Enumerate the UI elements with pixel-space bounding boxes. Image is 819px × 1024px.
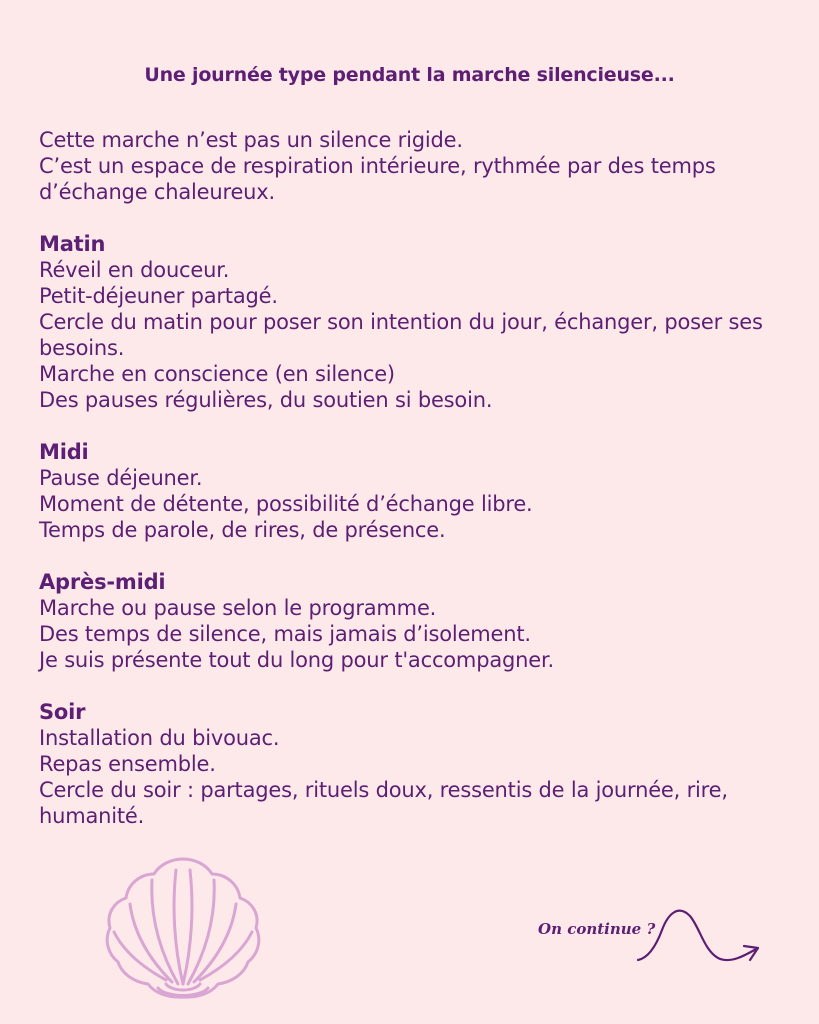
section-matin (39, 231, 799, 413)
section-line: Temps de parole, de rires, de présence. (39, 518, 446, 542)
section-line: Des pauses régulières, du soutien si besoin. (39, 388, 493, 412)
section-heading: Matin (39, 232, 106, 256)
section-line: Repas ensemble. (39, 752, 216, 776)
section-line: Pause déjeuner. (39, 466, 203, 490)
section-line: Des temps de silence, mais jamais d’isolement. (39, 622, 531, 646)
section-soir (39, 699, 799, 829)
content (39, 127, 799, 855)
intro-line: C’est un espace de respiration intérieure, rythmée par des temps d’échange chaleureux. (39, 154, 716, 204)
wavy-arrow-icon (634, 904, 764, 966)
section-heading: Après-midi (39, 570, 166, 594)
section-line: Cercle du matin pour poser son intention du jour, échanger, poser ses besoins. (39, 310, 763, 360)
intro-paragraph (39, 127, 799, 205)
section-line: Réveil en douceur. (39, 258, 230, 282)
section-apres-midi (39, 569, 799, 673)
section-line: Cercle du soir : partages, rituels doux, ressentis de la journée, rire, humanité. (39, 778, 728, 828)
continue-label: On continue ? (538, 920, 656, 938)
page-title: Une journée type pendant la marche silencieuse... (144, 64, 675, 86)
section-line: Je suis présente tout du long pour t'accompagner. (39, 648, 554, 672)
section-line: Installation du bivouac. (39, 726, 280, 750)
scallop-shell-icon (100, 856, 266, 1002)
section-heading: Soir (39, 700, 86, 724)
intro-line: Cette marche n’est pas un silence rigide. (39, 128, 463, 152)
section-line: Petit-déjeuner partagé. (39, 284, 278, 308)
section-midi (39, 439, 799, 543)
section-line: Marche ou pause selon le programme. (39, 596, 437, 620)
section-line: Moment de détente, possibilité d’échange libre. (39, 492, 533, 516)
section-heading: Midi (39, 440, 89, 464)
section-line: Marche en conscience (en silence) (39, 362, 395, 386)
